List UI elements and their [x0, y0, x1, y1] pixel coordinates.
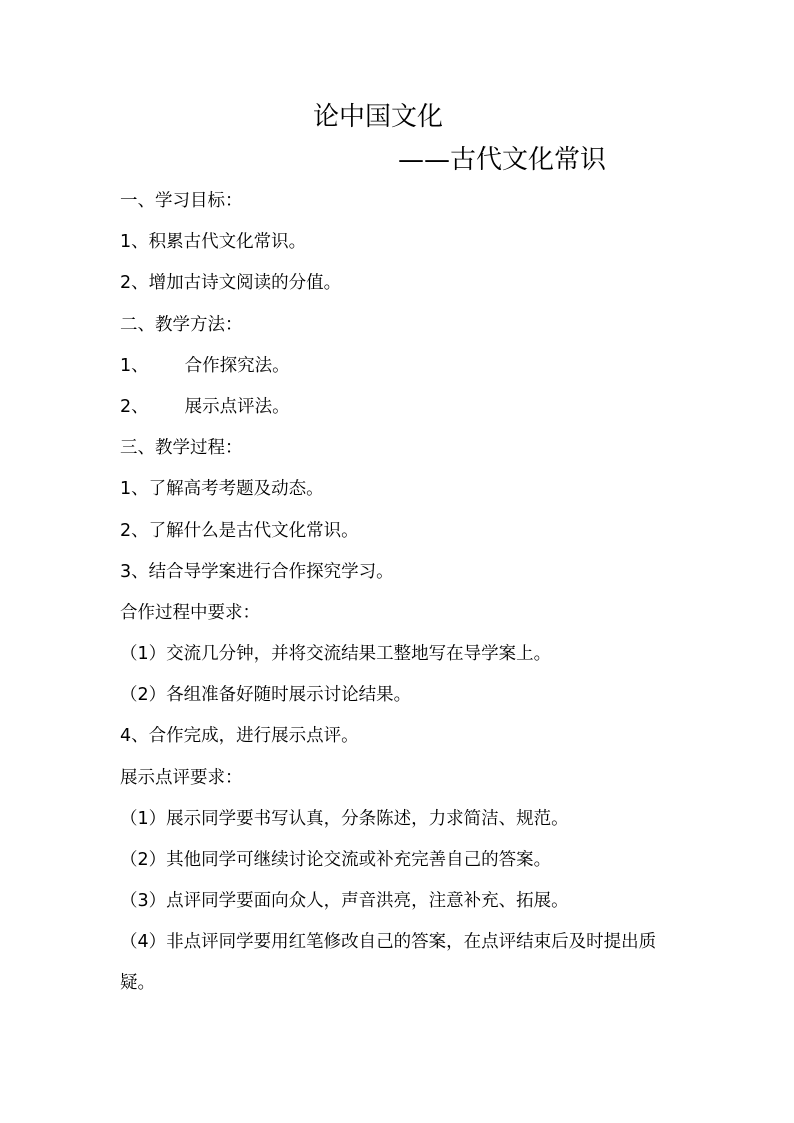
- review-requirement: （4）非点评同学要用红笔修改自己的答案，在点评结束后及时提出质疑。: [120, 931, 657, 993]
- process-item: 2、了解什么是古代文化常识。: [120, 520, 359, 541]
- review-requirement: （2）其他同学可继续讨论交流或补充完善自己的答案。: [120, 850, 552, 870]
- method-text: 展示点评法。: [184, 396, 290, 417]
- methods-heading: 二、教学方法：: [120, 314, 243, 335]
- objective-item: 2、增加古诗文阅读的分值。: [120, 273, 342, 294]
- review-requirements-heading: 展示点评要求：: [120, 767, 243, 788]
- process-item: 4、合作完成，进行展示点评。: [120, 726, 359, 747]
- method-text: 合作探究法。: [184, 355, 290, 376]
- method-number: 2、: [120, 396, 149, 417]
- method-item: [120, 352, 680, 393]
- cooperation-requirement: （1）交流几分钟，并将交流结果工整地写在导学案上。: [120, 644, 552, 665]
- document-title: 论中国文化: [313, 102, 444, 132]
- process-item: 1、了解高考考题及动态。: [120, 479, 324, 500]
- review-requirement: （1）展示同学要书写认真，分条陈述，力求简洁、规范。: [120, 808, 569, 829]
- objective-item: 1、积累古代文化常识。: [120, 232, 307, 253]
- review-requirement: （3）点评同学要面向众人，声音洪亮，注意补充、拓展。: [120, 891, 569, 912]
- cooperation-requirements-heading: 合作过程中要求：: [120, 602, 260, 623]
- document-body: [120, 187, 680, 1004]
- cooperation-requirement: （2）各组准备好随时展示讨论结果。: [120, 685, 412, 706]
- document-subtitle: ——古代文化常识: [398, 145, 607, 175]
- method-item: [120, 393, 680, 434]
- process-heading: 三、教学过程：: [120, 438, 243, 459]
- objectives-heading: 一、学习目标：: [120, 191, 243, 211]
- method-number: 1、: [120, 355, 149, 376]
- process-item: 3、结合导学案进行合作探究学习。: [120, 561, 394, 582]
